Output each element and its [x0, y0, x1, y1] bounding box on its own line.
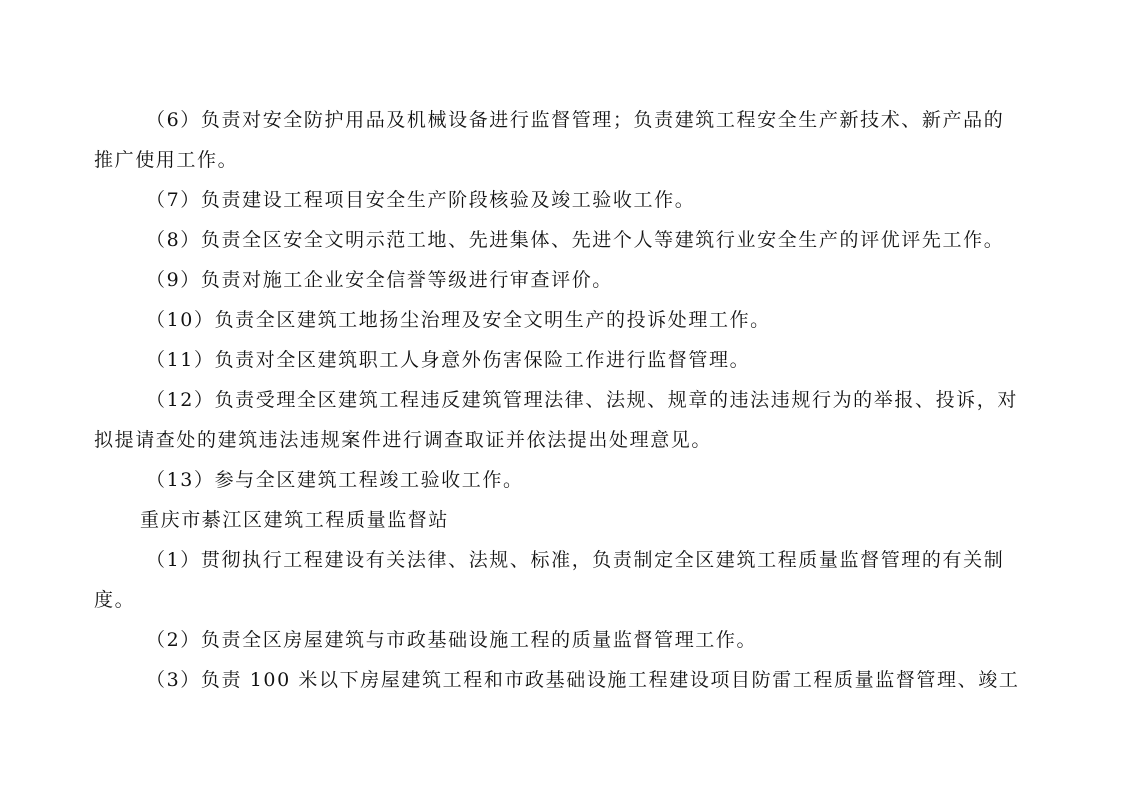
section-paragraph-3: （3）负责 100 米以下房屋建筑工程和市政基础设施工程建设项目防雷工程质量监督管理、竣工 [146, 669, 1020, 691]
paragraph-9: （9）负责对施工企业安全信誉等级进行审查评价。 [146, 269, 613, 291]
paragraph-12-line-1: （12）负责受理全区建筑工程违反建筑管理法律、法规、规章的违法违规行为的举报、投诉，对 [146, 389, 1018, 411]
section-paragraph-2: （2）负责全区房屋建筑与市政基础设施工程的质量监督管理工作。 [146, 629, 758, 651]
paragraph-7: （7）负责建设工程项目安全生产阶段核验及竣工验收工作。 [146, 189, 696, 211]
section-paragraph-1-line-2: 度。 [94, 589, 136, 611]
section-heading: 重庆市綦江区建筑工程质量监督站 [140, 509, 450, 531]
paragraph-10: （10）负责全区建筑工地扬尘治理及安全文明生产的投诉处理工作。 [146, 309, 771, 331]
paragraph-8: （8）负责全区安全文明示范工地、先进集体、先进个人等建筑行业安全生产的评优评先工作。 [146, 229, 1005, 251]
paragraph-6-line-1: （6）负责对安全防护用品及机械设备进行监督管理；负责建筑工程安全生产新技术、新产品的 [146, 109, 1005, 131]
paragraph-6-line-2: 推广使用工作。 [94, 149, 239, 171]
paragraph-13: （13）参与全区建筑工程竣工验收工作。 [146, 469, 524, 491]
paragraph-11: （11）负责对全区建筑职工人身意外伤害保险工作进行监督管理。 [146, 349, 751, 371]
paragraph-12-line-2: 拟提请查处的建筑违法违规案件进行调查取证并依法提出处理意见。 [94, 429, 713, 451]
section-paragraph-1-line-1: （1）贯彻执行工程建设有关法律、法规、标准，负责制定全区建筑工程质量监督管理的有关制 [146, 549, 1005, 571]
